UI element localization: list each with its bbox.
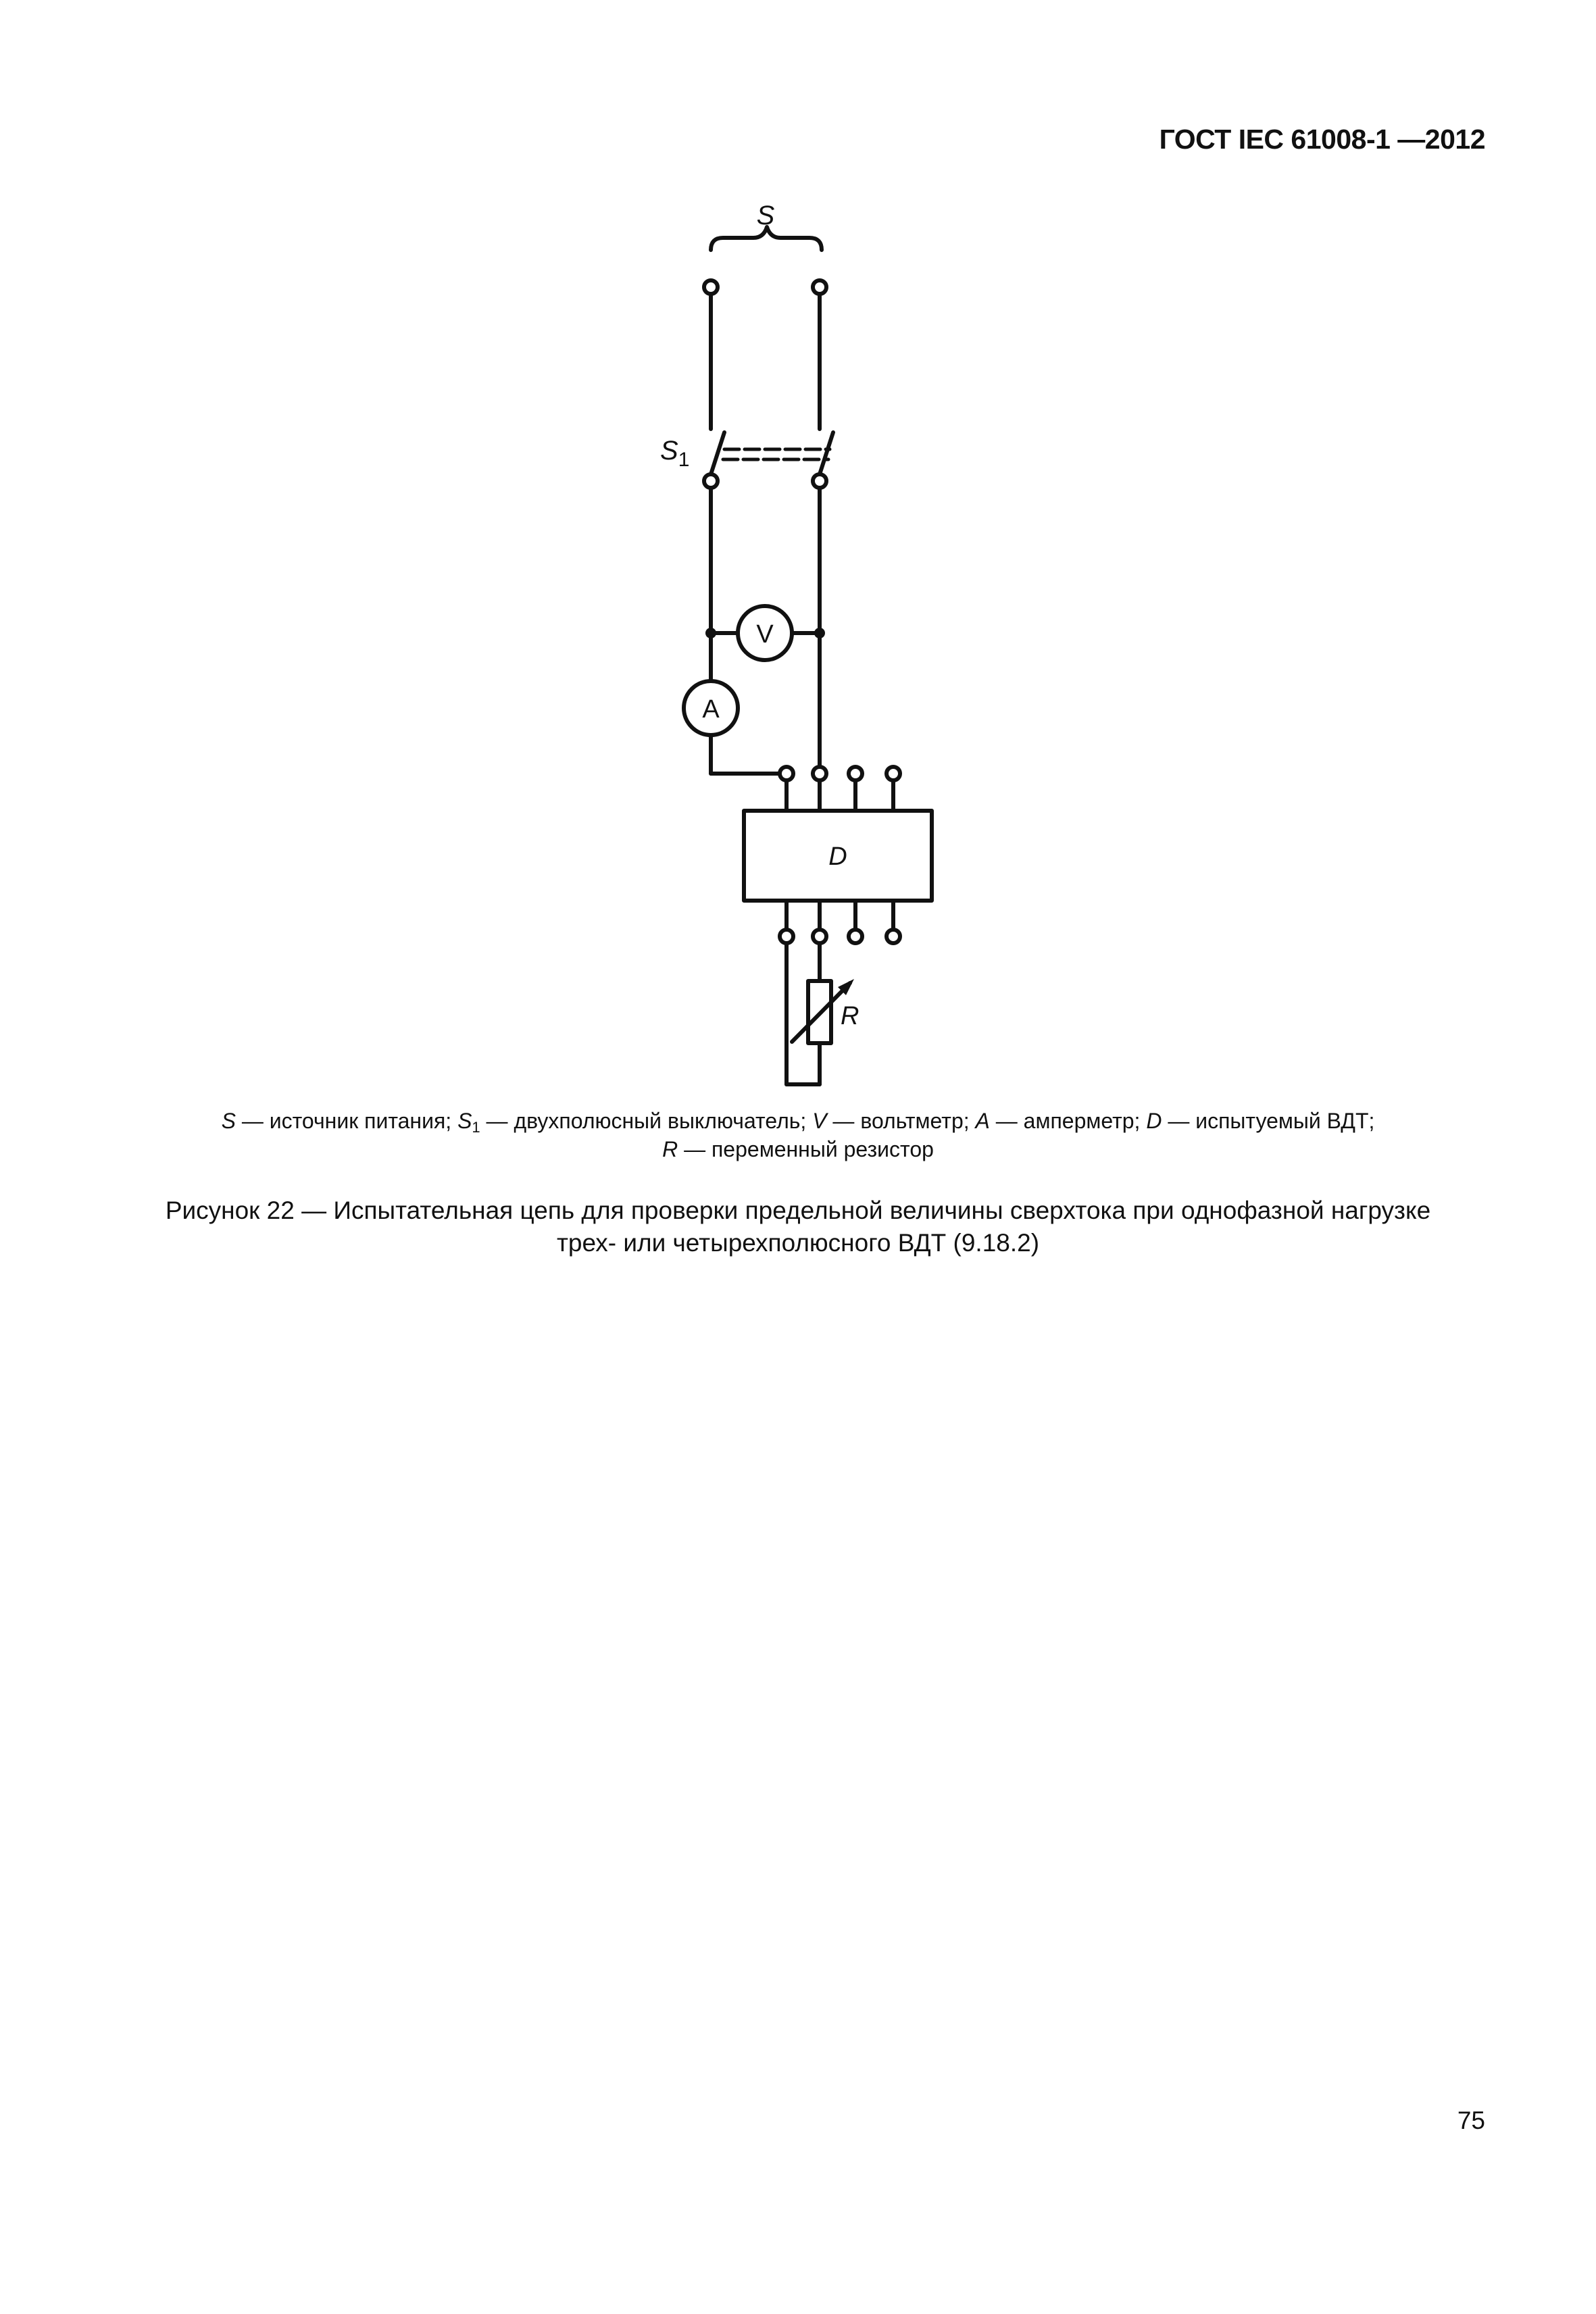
switch-blade-right	[820, 432, 833, 474]
switch-blade-left	[711, 432, 724, 474]
resistor-label: R	[841, 1002, 859, 1030]
source-brace	[711, 227, 822, 250]
junction-left	[705, 628, 716, 638]
caption-line-2: трех- или четырехполюсного ВДТ (9.18.2)	[556, 1229, 1040, 1257]
figure-legend	[101, 1107, 1495, 1163]
figure-caption	[101, 1194, 1495, 1259]
ammeter-label: A	[702, 695, 720, 724]
legend-line-1: S — источник питания; $S_1$ — двухполюсный выключатель; V — вольтметр; A — амперметр; D — испытуемый ВДТ;	[221, 1109, 1375, 1136]
legend-line-2: R — переменный резистор	[662, 1137, 934, 1161]
device-terminal-bottom-4	[887, 930, 900, 943]
source-label: S	[756, 201, 775, 230]
switch-label: $S_1$	[660, 436, 690, 471]
voltmeter-label: V	[756, 620, 774, 649]
page-number: 75	[1457, 2107, 1485, 2134]
device-label: D	[828, 842, 847, 871]
test-circuit-diagram	[0, 0, 1596, 1108]
caption-line-1: Рисунок 22 — Испытательная цепь для проверки предельной величины сверхтока при однофазной нагрузке	[165, 1197, 1431, 1224]
document-code: ГОСТ IEC 61008-1 —2012	[1159, 124, 1485, 155]
device-terminal-bottom-3	[849, 930, 862, 943]
junction-right	[814, 628, 825, 638]
